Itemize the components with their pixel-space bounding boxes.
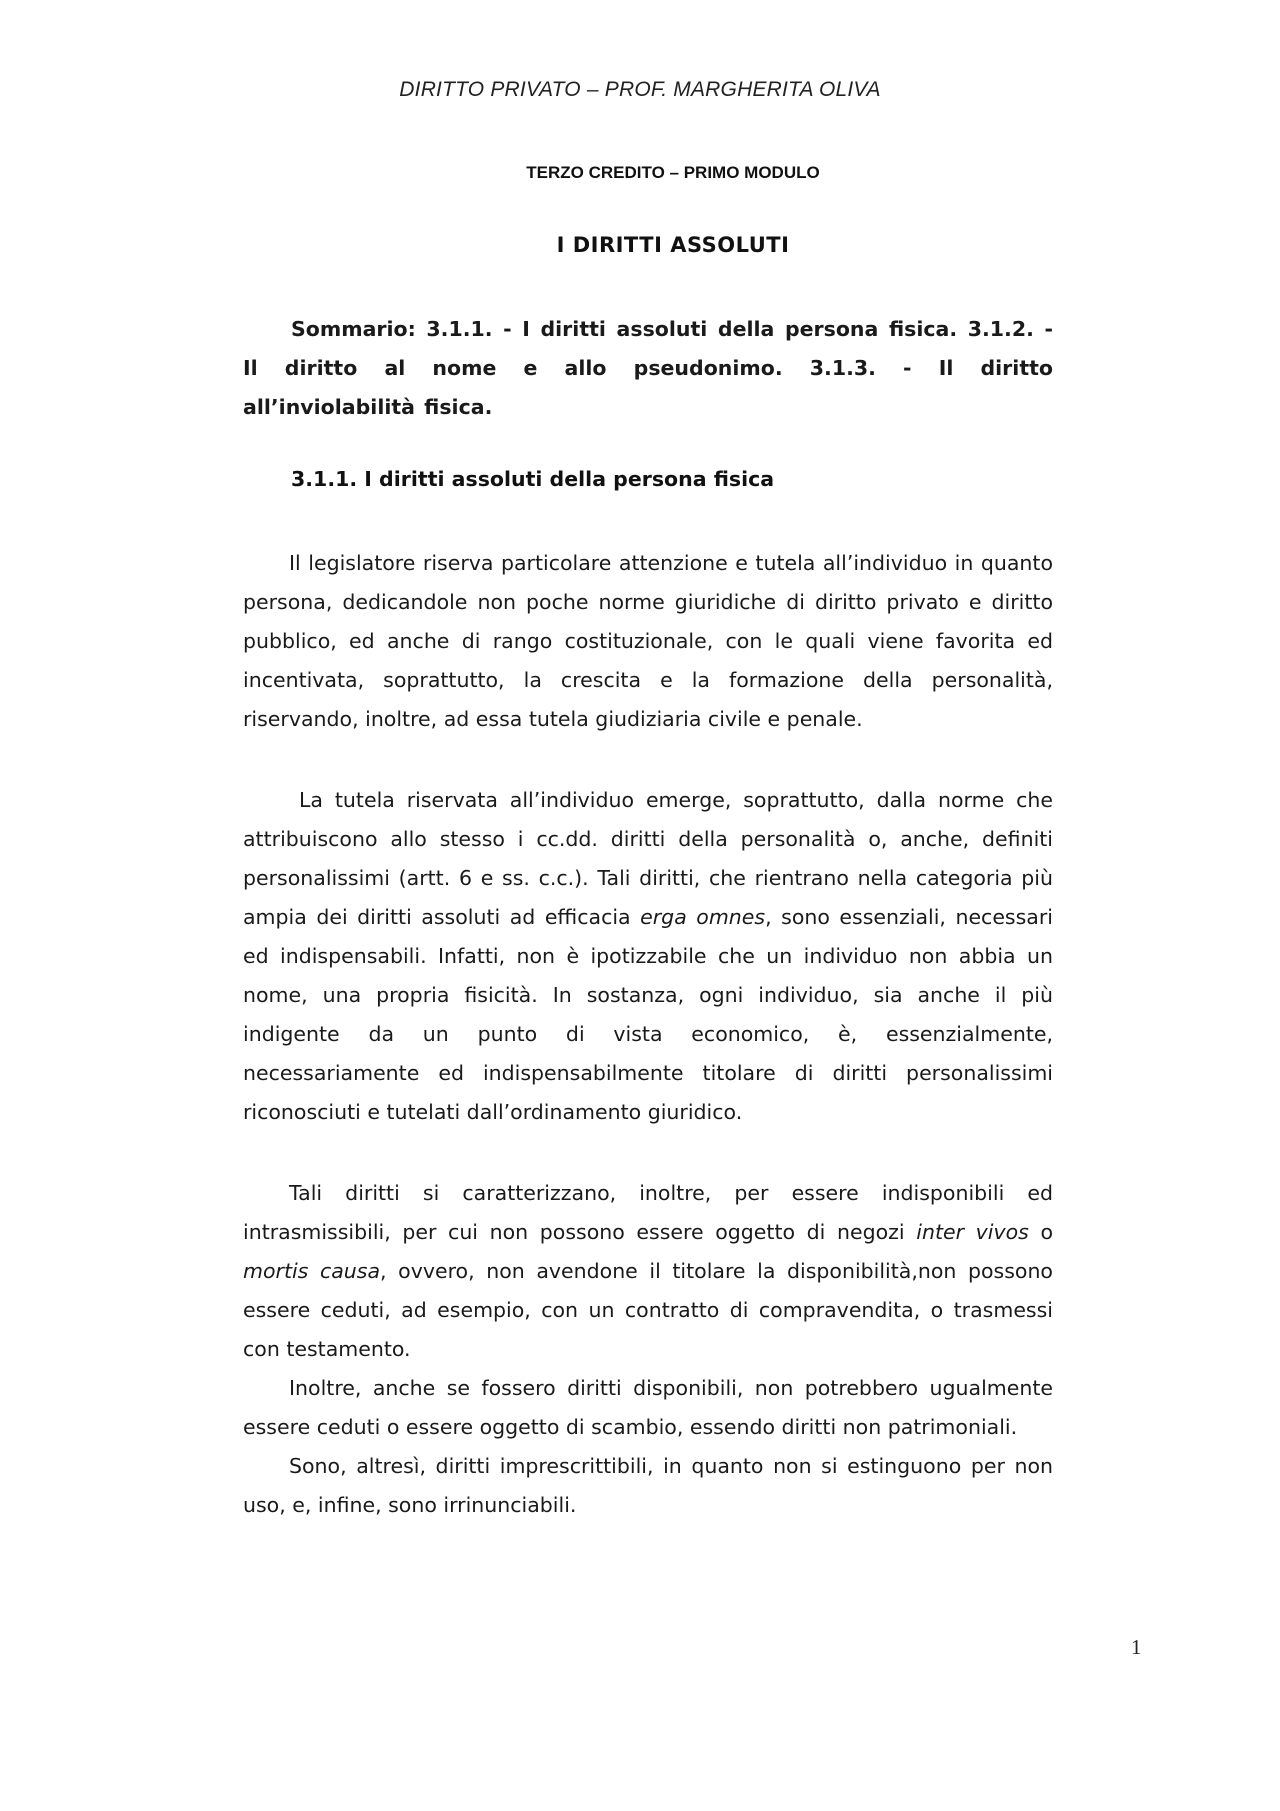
paragraph-segment: La tutela riservata all’individuo emerge, soprattutto, dalla norme che attribuiscono allo stesso i cc.dd. diritti della personalità o, anche, definiti personalissimi (artt. 6 e ss. c.c.). Tali diritti, che rientrano nella categoria più ampia dei diritti assoluti ad efficacia (243, 788, 1053, 929)
chapter-title: I DIRITTI ASSOLUTI (556, 233, 790, 257)
page-number: 1 (1131, 1635, 1142, 1659)
paragraph-1 (243, 544, 1053, 739)
summary-text: Sommario: 3.1.1. - I diritti assoluti della persona fisica. 3.1.2. - Il diritto al nome e allo pseudonimo. 3.1.3. - Il diritto all’inviolabilità fisica. (243, 317, 1053, 419)
paragraph-segment: , sono essenziali, necessari ed indispensabili. Infatti, non è ipotizzabile che un individuo non abbia un nome, una propria fisicità. In sostanza, ogni individuo, sia anche il più indigente da un punto di vista economico, è, essenzialmente, necessariamente ed indispensabilmente titolare di diritti personalissimi riconosciuti e tutelati dall’ordinamento giuridico. (243, 905, 1053, 1124)
latin-phrase: inter vivos (916, 1220, 1029, 1244)
paragraph-text: Il legislatore riserva particolare attenzione e tutela all’individuo in quanto persona, dedicandole non poche norme giuridiche di diritto privato e diritto pubblico, ed anche di rango costituzionale, con le quali viene favorita ed incentivata, soprattutto, la crescita e la formazione della personalità, riservando, inoltre, ad essa tutela giudiziaria civile e penale. (243, 551, 1053, 731)
paragraph-text (243, 1174, 1053, 1369)
paragraph-4: Inoltre, anche se fossero diritti disponibili, non potrebbero ugualmente essere ceduti o essere oggetto di scambio, essendo diritti non patrimoniali. (243, 1376, 1053, 1439)
module-title: TERZO CREDITO – PRIMO MODULO (526, 163, 820, 182)
paragraph-segment: , ovvero, non avendone il titolare la disponibilità,non possono essere ceduti, ad esempio, con un contratto di compravendita, o trasmessi con testamento. (243, 1259, 1053, 1361)
paragraph-3 (243, 1174, 1053, 1525)
paragraph-segment: Tali diritti si caratterizzano, inoltre, per essere indisponibili ed intrasmissibili, per cui non possono essere oggetto di negozi (243, 1181, 1053, 1244)
paragraph-segment: o (1028, 1220, 1054, 1244)
paragraph-2 (243, 781, 1053, 1132)
running-header: DIRITTO PRIVATO – PROF. MARGHERITA OLIVA (399, 78, 881, 101)
latin-phrase: erga omnes (640, 905, 766, 929)
summary-block (243, 310, 1053, 427)
paragraph-5: Sono, altresì, diritti imprescrittibili, in quanto non si estinguono per non uso, e, infine, sono irrinunciabili. (243, 1454, 1053, 1517)
section-heading: 3.1.1. I diritti assoluti della persona fisica (291, 467, 775, 491)
paragraph-text (243, 781, 1053, 1132)
latin-phrase: mortis causa (243, 1259, 381, 1283)
